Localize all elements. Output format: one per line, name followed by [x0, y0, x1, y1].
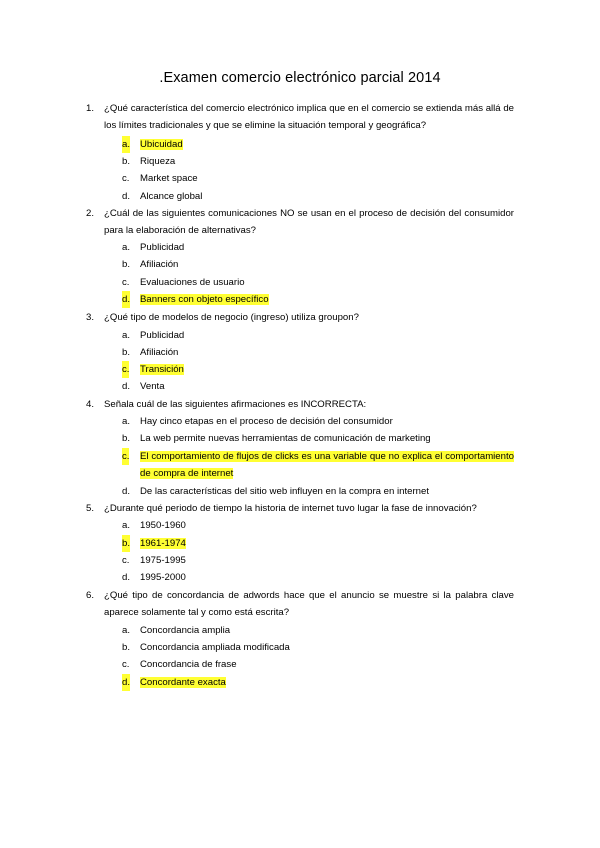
option-letter: d. — [122, 191, 131, 202]
option-letter: a. — [122, 625, 131, 636]
option-letter: c. — [122, 448, 129, 465]
question-5 — [86, 500, 514, 517]
option-text-highlighted: Ubicuidad — [140, 139, 183, 150]
option-text: La web permite nuevas herramientas de comunicación de marketing — [140, 433, 431, 444]
option-text: Riqueza — [140, 156, 176, 167]
option-text: 1950-1960 — [140, 520, 186, 531]
page-title: .Examen comercio electrónico parcial 2014 — [159, 70, 441, 86]
question-text: ¿Qué tipo de modelos de negocio (ingreso) utiliza groupon? — [104, 312, 359, 323]
option-4-d — [122, 483, 514, 500]
option-2-d — [122, 291, 514, 308]
question-number: 3. — [86, 312, 95, 323]
option-letter: a. — [122, 520, 131, 531]
option-3-d — [122, 378, 514, 395]
option-text: Concordancia ampliada modificada — [140, 642, 290, 653]
option-letter: d. — [122, 572, 131, 583]
option-3-c — [122, 361, 514, 378]
option-letter: b. — [122, 642, 131, 653]
option-4-a — [122, 413, 514, 430]
option-letter: d. — [122, 674, 130, 691]
option-text: Evaluaciones de usuario — [140, 277, 245, 288]
option-2-a — [122, 239, 514, 256]
option-letter: a. — [122, 416, 131, 427]
option-1-d — [122, 188, 514, 205]
option-letter: d. — [122, 486, 131, 497]
option-1-b — [122, 153, 514, 170]
option-1-a — [122, 136, 514, 153]
option-text-highlighted: El comportamiento de flujos de clicks es una variable que no explica el comportamiento de compra de internet — [140, 451, 514, 479]
option-6-a — [122, 622, 514, 639]
option-letter: b. — [122, 433, 131, 444]
option-text: Afiliación — [140, 259, 179, 270]
option-3-b — [122, 344, 514, 361]
option-text-highlighted: 1961-1974 — [140, 538, 186, 549]
question-number: 5. — [86, 503, 95, 514]
option-6-b — [122, 639, 514, 656]
option-1-c — [122, 170, 514, 187]
question-text: ¿Durante qué periodo de tiempo la historia de internet tuvo lugar la fase de innovación? — [104, 503, 477, 514]
option-letter: d. — [122, 291, 130, 308]
option-text-highlighted: Banners con objeto específico — [140, 294, 269, 305]
option-letter: b. — [122, 156, 131, 167]
question-6 — [86, 587, 514, 621]
option-text: Venta — [140, 381, 165, 392]
option-letter: c. — [122, 659, 130, 670]
option-letter: b. — [122, 535, 130, 552]
question-number: 6. — [86, 590, 95, 601]
option-letter: c. — [122, 361, 129, 378]
option-text-highlighted: Concordante exacta — [140, 677, 226, 688]
option-5-b — [122, 535, 514, 552]
option-text: Publicidad — [140, 242, 185, 253]
option-2-b — [122, 256, 514, 273]
option-text: 1995-2000 — [140, 572, 186, 583]
option-letter: a. — [122, 242, 131, 253]
option-letter: d. — [122, 381, 131, 392]
question-number: 1. — [86, 103, 95, 114]
option-text: Market space — [140, 173, 198, 184]
option-5-c — [122, 552, 514, 569]
option-5-a — [122, 517, 514, 534]
question-number: 4. — [86, 399, 95, 410]
question-number: 2. — [86, 208, 95, 219]
option-3-a — [122, 327, 514, 344]
option-letter: c. — [122, 173, 130, 184]
option-5-d — [122, 569, 514, 586]
option-letter: c. — [122, 277, 130, 288]
option-text: Hay cinco etapas en el proceso de decisión del consumidor — [140, 416, 393, 427]
question-text: ¿Qué característica del comercio electrónico implica que en el comercio se extienda más allá de los límites tradicionales y que se elimine la situación temporal y geográfica? — [104, 103, 514, 131]
question-4 — [86, 396, 514, 413]
question-text: Señala cuál de las siguientes afirmaciones es INCORRECTA: — [104, 399, 367, 410]
question-1 — [86, 100, 514, 134]
question-2 — [86, 205, 514, 239]
option-letter: a. — [122, 136, 130, 153]
option-text: Concordancia amplia — [140, 625, 231, 636]
option-4-b — [122, 430, 514, 447]
option-letter: a. — [122, 330, 131, 341]
option-text: Publicidad — [140, 330, 185, 341]
option-6-d — [122, 674, 514, 691]
option-text: Alcance global — [140, 191, 203, 202]
question-3 — [86, 309, 514, 326]
option-text: Concordancia de frase — [140, 659, 237, 670]
option-text-highlighted: Transición — [140, 364, 184, 375]
option-letter: c. — [122, 555, 130, 566]
option-text: Afiliación — [140, 347, 179, 358]
option-text: 1975-1995 — [140, 555, 186, 566]
option-2-c — [122, 274, 514, 291]
option-text: De las características del sitio web influyen en la compra en internet — [140, 486, 430, 497]
option-letter: b. — [122, 259, 131, 270]
option-4-c — [122, 448, 514, 482]
option-letter: b. — [122, 347, 131, 358]
question-text: ¿Qué tipo de concordancia de adwords hace que el anuncio se muestre si la palabra clave aparece solamente tal y como está escrita? — [104, 590, 514, 618]
option-6-c — [122, 656, 514, 673]
question-text: ¿Cuál de las siguientes comunicaciones NO se usan en el proceso de decisión del consumidor para la elaboración de alternativas? — [104, 208, 514, 236]
